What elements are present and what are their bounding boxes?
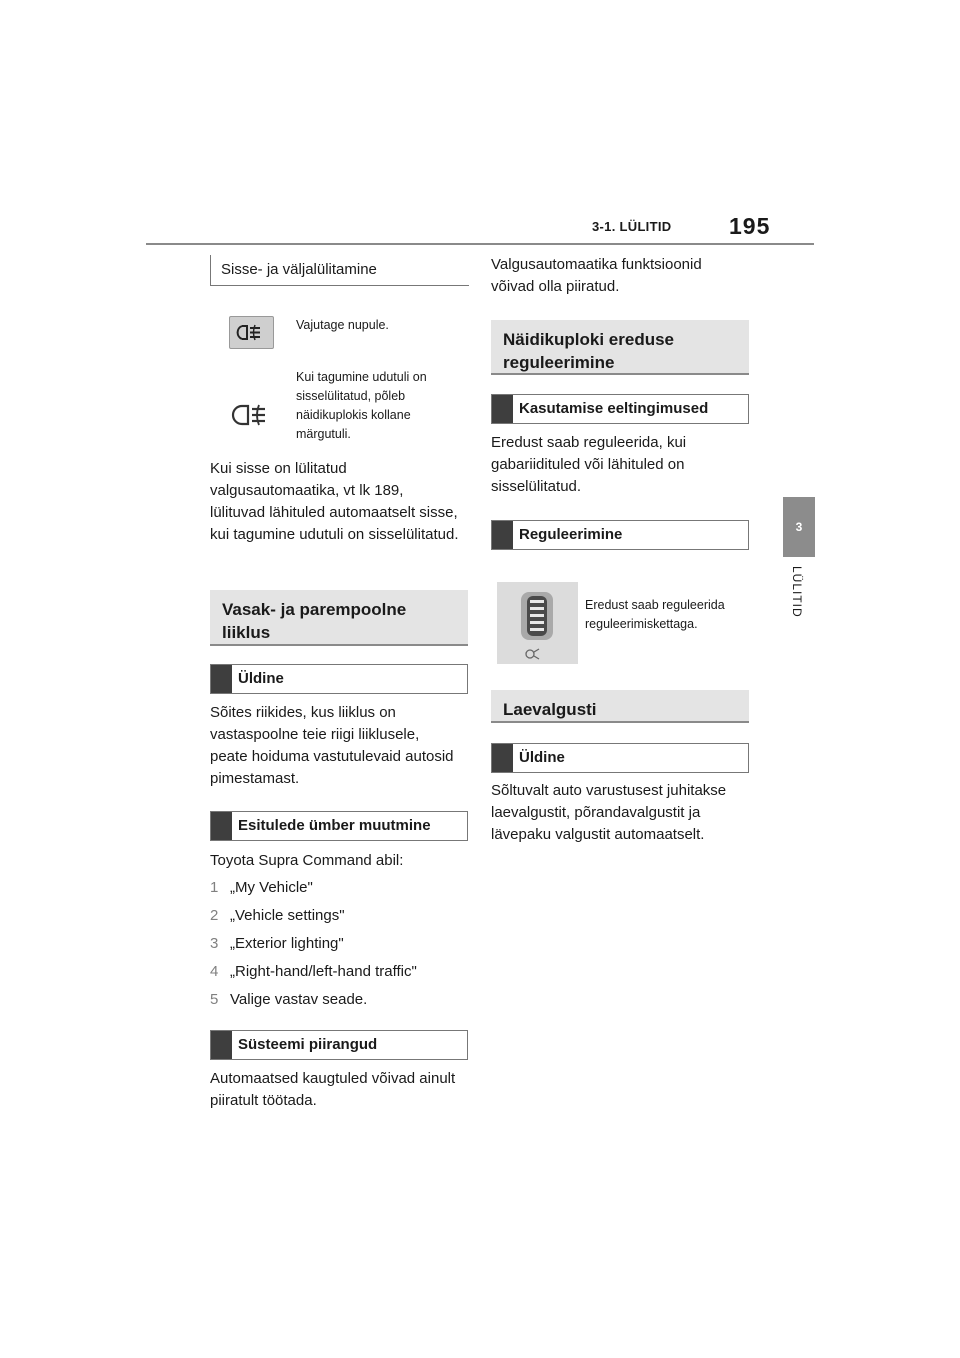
subheading-conditions — [491, 394, 749, 424]
subheading-bar — [492, 744, 513, 772]
rear-fog-light-indicator-icon — [231, 398, 271, 432]
step-number: 3 — [210, 935, 219, 952]
subheading-bar — [211, 1031, 232, 1059]
heading-left-right-traffic: Vasak- ja parempoolne liiklus — [210, 590, 468, 646]
switch-box-row1-text: Vajutage nupule. — [296, 318, 389, 332]
subheading-label: Kasutamise eeltingimused — [519, 400, 709, 417]
switch-box-row2-text: Kui tagumine udutuli on sisselülitatud, põleb näidikuplokis kollane märgutuli. — [296, 370, 427, 441]
step-text: „Vehicle settings" — [230, 907, 345, 924]
step-item — [210, 877, 460, 905]
subheading-system-limits — [210, 1030, 468, 1060]
subheading-label: Üldine — [519, 749, 565, 766]
subheading-general — [210, 664, 468, 694]
subheading-label: Reguleerimine — [519, 526, 623, 543]
rear-fog-light-button-icon — [229, 316, 274, 349]
step-text: „Right-hand/left-hand traffic" — [230, 963, 417, 980]
step-item — [210, 989, 460, 1017]
subheading-label: Esitulede ümber muutmine — [238, 817, 431, 834]
step-text: Valige vastav seade. — [230, 991, 368, 1008]
subheading-label: Üldine — [238, 670, 284, 687]
subheading-headlight-switch — [210, 811, 468, 841]
subheading-bar — [211, 812, 232, 840]
chapter-label: LÜLITID — [790, 566, 804, 618]
paragraph-auto-light-limits: Valgusautomaatika funktsioonid võivad olla piiratud. — [491, 256, 702, 295]
step-text: „My Vehicle" — [230, 879, 313, 896]
steps-list — [210, 877, 460, 1017]
subheading-adjust — [491, 520, 749, 550]
paragraph-oncoming-glare: Sõites riikides, kus liiklus on vastaspoolne teie riigi liiklusele, peate hoiduma vastutulevaid autosid pimestamast. — [210, 704, 454, 787]
header-rule — [146, 243, 814, 245]
heading-interior-light: Laevalgusti — [491, 690, 749, 723]
paragraph-high-beam-limits: Automaatsed kaugtuled võivad ainult piiratult töötada. — [210, 1070, 456, 1109]
page-number: 195 — [729, 213, 771, 239]
step-item — [210, 933, 460, 961]
step-item — [210, 961, 460, 989]
paragraph-auto-lights: Kui sisse on lülitatud valgusautomaatika, vt lk 189, lülituvad lähituled automaatselt sisse, kui tagumine udutuli on sisselülitatud. — [210, 460, 459, 543]
subheading-bar — [492, 395, 513, 423]
heading-instrument-dimmer: Näidikuploki ereduse reguleerimine — [491, 320, 749, 375]
brightness-thumbwheel-icon — [497, 582, 578, 664]
subheading-bar — [492, 521, 513, 549]
step-number: 1 — [210, 879, 219, 896]
step-number: 2 — [210, 907, 219, 924]
switch-box-title: Sisse- ja väljalülitamine — [210, 255, 469, 286]
paragraph-dimmer-conditions: Eredust saab reguleerida, kui gabariidituled või lähituled on sisselülitatud. — [491, 434, 687, 495]
chapter-tab: 3 — [783, 497, 815, 557]
subheading-label: Süsteemi piirangud — [238, 1036, 378, 1053]
section-title: 3-1. LÜLITID — [592, 219, 672, 234]
step-text: „Exterior lighting" — [230, 935, 344, 952]
paragraph-interior-light: Sõltuvalt auto varustusest juhitakse laevalgustit, põrandavalgustit ja lävepaku valgustit automaatselt. — [491, 782, 727, 843]
paragraph-supra-command: Toyota Supra Command abil: — [210, 852, 404, 869]
step-number: 5 — [210, 991, 219, 1008]
subheading-general-right — [491, 743, 749, 773]
adjust-description: Eredust saab reguleerida reguleerimiskettaga. — [585, 598, 725, 631]
step-number: 4 — [210, 963, 219, 980]
step-item — [210, 905, 460, 933]
subheading-bar — [211, 665, 232, 693]
